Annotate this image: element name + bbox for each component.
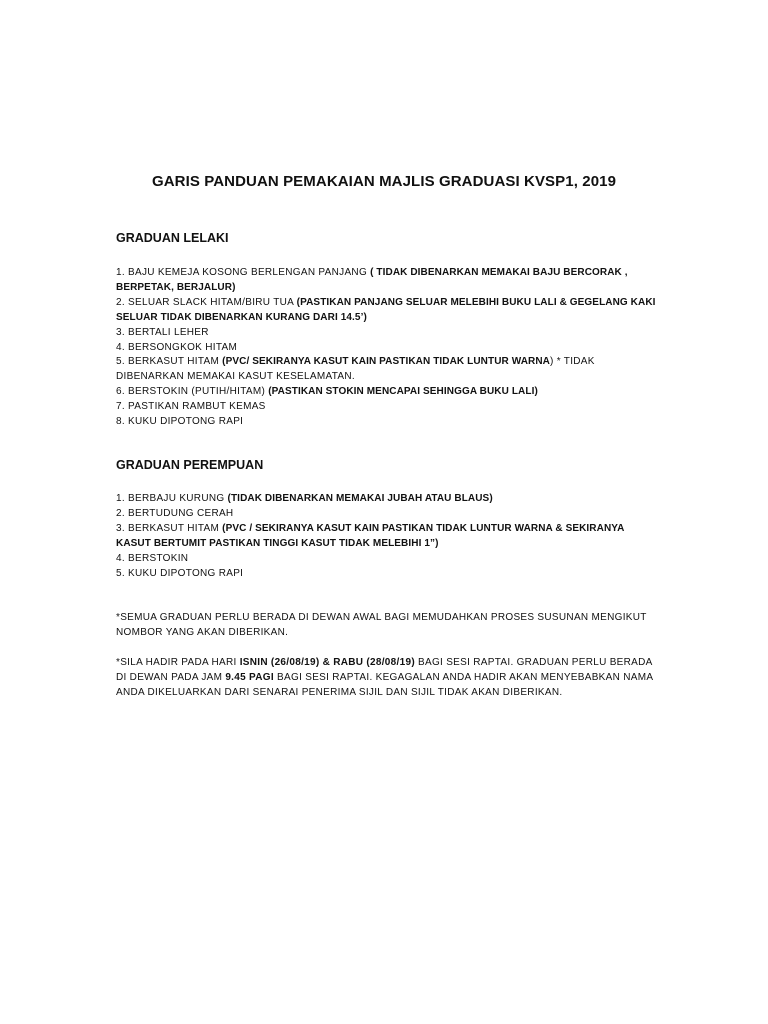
list-item: 7. PASTIKAN RAMBUT KEMAS xyxy=(116,401,266,413)
list-item: 2. BERTUDUNG CERAH xyxy=(116,507,234,519)
list-item: 3. BERKASUT HITAM (PVC / SEKIRANYA KASUT KAIN PASTIKAN TIDAK LUNTUR WARNA & SEKIRANYA KASUT BERTUMIT PASTIKAN TINGGI KASUT TIDAK MELEBIHI 1”) xyxy=(116,522,625,549)
section-heading-female: GRADUAN PEREMPUAN xyxy=(116,458,264,472)
list-item: 2. SELUAR SLACK HITAM/BIRU TUA (PASTIKAN PANJANG SELUAR MELEBIHI BUKU LALI & GEGELANG KAKI SELUAR TIDAK DIBENARKAN KURANG DARI 14.5’) xyxy=(116,296,656,323)
section-heading-male: GRADUAN LELAKI xyxy=(116,231,229,245)
list-item: 1. BAJU KEMEJA KOSONG BERLENGAN PANJANG ( TIDAK DIBENARKAN MEMAKAI BAJU BERCORAK , BERPETAK, BERJALUR) xyxy=(116,267,628,293)
list-item: 5. KUKU DIPOTONG RAPI xyxy=(116,567,244,579)
note-arrival: *SEMUA GRADUAN PERLU BERADA DI DEWAN AWAL BAGI MEMUDAHKAN PROSES SUSUNAN MENGIKUT NOMBOR YANG AKAN DIBERIKAN. xyxy=(116,612,647,638)
document-title: GARIS PANDUAN PEMAKAIAN MAJLIS GRADUASI KVSP1, 2019 xyxy=(151,173,617,190)
list-item: 4. BERSTOKIN xyxy=(116,552,189,564)
list-item: 8. KUKU DIPOTONG RAPI xyxy=(116,416,244,428)
list-item: 1. BERBAJU KURUNG (TIDAK DIBENARKAN MEMAKAI JUBAH ATAU BLAUS) xyxy=(116,493,493,504)
list-item: 6. BERSTOKIN (PUTIH/HITAM) (PASTIKAN STOKIN MENCAPAI SEHINGGA BUKU LALI) xyxy=(116,386,538,398)
male-guideline-list xyxy=(116,266,661,430)
female-guideline-list xyxy=(116,492,661,581)
list-item: 3. BERTALI LEHER xyxy=(116,326,209,338)
note-rehearsal: *SILA HADIR PADA HARI ISNIN (26/08/19) & RABU (28/08/19) BAGI SESI RAPTAI. GRADUAN PERLU BERADA DI DEWAN PADA JAM 9.45 PAGI BAGI SESI RAPTAI. KEGAGALAN ANDA HADIR AKAN MENYEBABKAN NAMA ANDA DIKELUARKAN DARI SENARAI PENERIMA SIJIL DAN SIJIL TIDAK AKAN DIBERIKAN. xyxy=(116,657,653,698)
list-item: 5. BERKASUT HITAM (PVC/ SEKIRANYA KASUT KAIN PASTIKAN TIDAK LUNTUR WARNA) * TIDAK DIBENARKAN MEMAKAI KASUT KESELAMATAN. xyxy=(116,356,595,383)
list-item: 4. BERSONGKOK HITAM xyxy=(116,341,238,353)
